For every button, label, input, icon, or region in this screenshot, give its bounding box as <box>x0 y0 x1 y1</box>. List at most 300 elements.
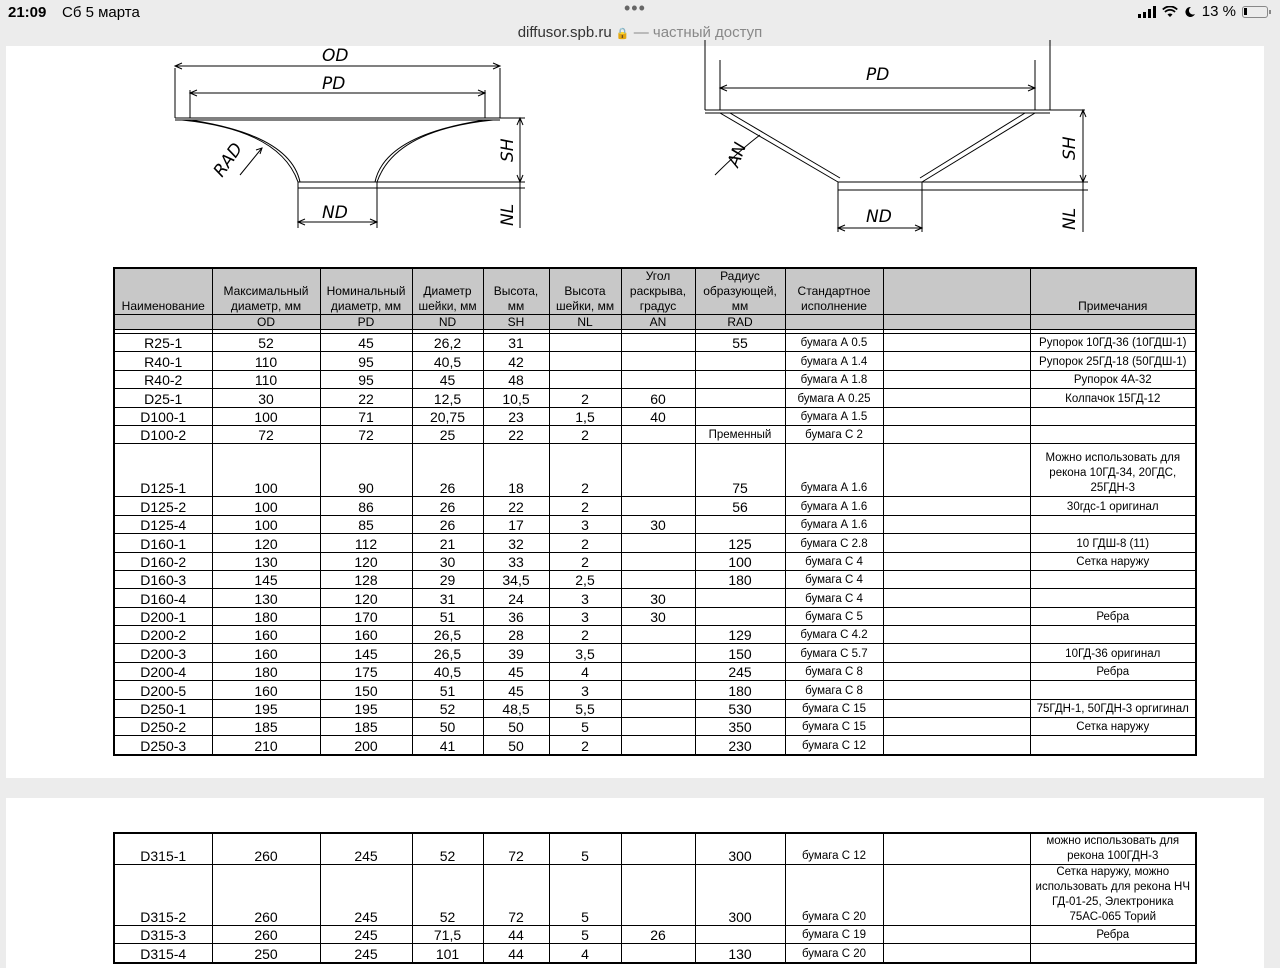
table-cell: 260 <box>212 926 320 944</box>
table-cell: 200 <box>320 736 412 755</box>
table-cell: 95 <box>320 352 412 370</box>
table-cell: 45 <box>483 681 549 699</box>
table-cell <box>621 334 695 352</box>
table-cell: 75ГДН-1, 50ГДН-3 оргигинал <box>1030 699 1196 717</box>
table-cell: 350 <box>695 718 785 736</box>
column-header: Радиус образующей, мм <box>695 268 785 315</box>
table-cell: 530 <box>695 699 785 717</box>
table-cell <box>695 352 785 370</box>
table-cell: 44 <box>483 926 549 944</box>
table-cell: 125 <box>695 534 785 552</box>
table-cell <box>883 407 1030 425</box>
table-cell: 110 <box>212 370 320 388</box>
table-cell: 101 <box>412 944 483 963</box>
table-cell: 3 <box>549 681 621 699</box>
table-cell: бумага С 4 <box>785 552 883 570</box>
table-cell <box>1030 425 1196 443</box>
diffuser-drawings <box>0 0 1280 260</box>
table-cell <box>1030 681 1196 699</box>
row-name: D125-4 <box>114 515 212 533</box>
url-domain: diffusor.spb.ru <box>517 24 612 41</box>
table-row <box>114 515 1196 533</box>
table-cell: 180 <box>212 607 320 625</box>
column-code: AN <box>621 315 695 330</box>
multitask-dots-icon[interactable]: ••• <box>624 0 646 18</box>
table-cell <box>621 662 695 680</box>
table-cell: 129 <box>695 626 785 644</box>
table-cell: Сетка наружу <box>1030 552 1196 570</box>
table-cell: 3 <box>549 607 621 625</box>
table-cell <box>621 644 695 662</box>
table-row <box>114 589 1196 607</box>
row-name: D100-1 <box>114 407 212 425</box>
column-header: Угол раскрыва, градус <box>621 268 695 315</box>
table-cell: 245 <box>320 944 412 963</box>
table-cell: 170 <box>320 607 412 625</box>
table-cell: 40,5 <box>412 352 483 370</box>
table-header-row <box>114 268 1196 315</box>
cone-diffuser-drawing <box>705 40 1088 232</box>
table-cell: 150 <box>695 644 785 662</box>
table-cell: Ребра <box>1030 662 1196 680</box>
table-cell: Сетка наружу <box>1030 718 1196 736</box>
table-cell <box>621 865 695 926</box>
table-cell <box>621 570 695 588</box>
table-cell: 86 <box>320 497 412 515</box>
table-cell: бумага С 8 <box>785 681 883 699</box>
table-cell: 29 <box>412 570 483 588</box>
column-code <box>1030 315 1196 330</box>
table-cell: 10 ГДШ-8 (11) <box>1030 534 1196 552</box>
table-cell: 22 <box>320 389 412 407</box>
label-sh-left: SH <box>498 138 518 162</box>
table-cell: Рупорок 10ГД-36 (10ГДШ-1) <box>1030 334 1196 352</box>
table-cell: 36 <box>483 607 549 625</box>
table-cell: 72 <box>320 425 412 443</box>
table-cell: 26,5 <box>412 644 483 662</box>
table-cell: 130 <box>212 589 320 607</box>
status-time: 21:09 <box>8 4 47 21</box>
table-cell: 180 <box>695 681 785 699</box>
table-cell: 30гдс-1 оригинал <box>1030 497 1196 515</box>
table-cell: 120 <box>320 552 412 570</box>
table-cell <box>695 607 785 625</box>
table-row <box>114 570 1196 588</box>
table-cell: 30 <box>621 515 695 533</box>
row-name: D315-4 <box>114 944 212 963</box>
row-name: D200-1 <box>114 607 212 625</box>
table-cell: 25 <box>412 425 483 443</box>
table-cell <box>883 644 1030 662</box>
table-cell: 245 <box>695 662 785 680</box>
table-cell: бумага С 19 <box>785 926 883 944</box>
table-cell: 5 <box>549 833 621 865</box>
table-cell: 45 <box>320 334 412 352</box>
table-cell: 260 <box>212 865 320 926</box>
table-cell: Пременный <box>695 425 785 443</box>
table-cell: 210 <box>212 736 320 755</box>
label-nl-left: NL <box>498 203 518 226</box>
row-name: R40-2 <box>114 370 212 388</box>
table-cell: 42 <box>483 352 549 370</box>
column-header <box>883 268 1030 315</box>
row-name: D200-3 <box>114 644 212 662</box>
column-header: Номинальный диаметр, мм <box>320 268 412 315</box>
column-code: PD <box>320 315 412 330</box>
row-name: D250-2 <box>114 718 212 736</box>
table-cell: 2 <box>549 552 621 570</box>
table-cell: бумага А 1.8 <box>785 370 883 388</box>
column-header: Высота шейки, мм <box>549 268 621 315</box>
table-cell <box>883 352 1030 370</box>
table-cell <box>1030 407 1196 425</box>
table-cell: 17 <box>483 515 549 533</box>
table-cell: 300 <box>695 833 785 865</box>
table-cell: бумага С 5.7 <box>785 644 883 662</box>
table-row <box>114 497 1196 515</box>
table-cell: бумага А 1.6 <box>785 444 883 497</box>
table-cell: бумага С 20 <box>785 944 883 963</box>
table-cell: 60 <box>621 389 695 407</box>
table-cell: бумага С 4.2 <box>785 626 883 644</box>
column-code: SH <box>483 315 549 330</box>
table-cell: 71,5 <box>412 926 483 944</box>
table-cell: бумага А 0.25 <box>785 389 883 407</box>
row-name: D250-1 <box>114 699 212 717</box>
table-cell: 51 <box>412 681 483 699</box>
table-row <box>114 352 1196 370</box>
table-cell: 51 <box>412 607 483 625</box>
table-cell: 185 <box>212 718 320 736</box>
table-cell: 100 <box>212 515 320 533</box>
table-cell: 75 <box>695 444 785 497</box>
battery-percent: 13 % <box>1201 3 1236 20</box>
table-cell <box>883 497 1030 515</box>
table-cell: 22 <box>483 497 549 515</box>
table-cell <box>621 552 695 570</box>
table-cell: 55 <box>695 334 785 352</box>
table-cell <box>883 662 1030 680</box>
table-cell: 130 <box>695 944 785 963</box>
label-nd-right: ND <box>866 207 892 227</box>
row-name: D25-1 <box>114 389 212 407</box>
table-cell <box>621 736 695 755</box>
table-cell: 180 <box>212 662 320 680</box>
table-cell <box>549 370 621 388</box>
table-row <box>114 389 1196 407</box>
table-cell <box>695 370 785 388</box>
table-cell: 32 <box>483 534 549 552</box>
table-cell: бумага С 8 <box>785 662 883 680</box>
table-cell <box>1030 626 1196 644</box>
table-cell: бумага С 20 <box>785 865 883 926</box>
table-cell: 100 <box>212 497 320 515</box>
table-cell: 5 <box>549 718 621 736</box>
row-name: R25-1 <box>114 334 212 352</box>
table-cell: 95 <box>320 370 412 388</box>
table-cell: 31 <box>483 334 549 352</box>
table-cell: 175 <box>320 662 412 680</box>
table-row <box>114 370 1196 388</box>
table-cell: 48 <box>483 370 549 388</box>
table-cell: 195 <box>212 699 320 717</box>
table-cell <box>883 607 1030 625</box>
row-name: D315-1 <box>114 833 212 865</box>
table-cell <box>621 626 695 644</box>
table-cell: 23 <box>483 407 549 425</box>
table-cell: 50 <box>483 736 549 755</box>
table-cell <box>883 699 1030 717</box>
table-cell: 3 <box>549 589 621 607</box>
table-cell <box>883 425 1030 443</box>
table-cell: 21 <box>412 534 483 552</box>
table-cell: 52 <box>212 334 320 352</box>
table-cell: 130 <box>212 552 320 570</box>
column-header: Стандартное исполнение <box>785 268 883 315</box>
table-cell: 40 <box>621 407 695 425</box>
table-cell: 50 <box>483 718 549 736</box>
column-code: RAD <box>695 315 785 330</box>
column-header: Примечания <box>1030 268 1196 315</box>
table-row <box>114 718 1196 736</box>
table-cell <box>621 833 695 865</box>
table-cell: 30 <box>621 589 695 607</box>
table-cell: 250 <box>212 944 320 963</box>
table-cell: бумага С 2.8 <box>785 534 883 552</box>
table-cell <box>695 407 785 425</box>
table-cell <box>621 718 695 736</box>
table-cell <box>883 389 1030 407</box>
table-cell: 44 <box>483 944 549 963</box>
table-cell: бумага А 0.5 <box>785 334 883 352</box>
table-cell: 160 <box>212 681 320 699</box>
table-cell: 4 <box>549 944 621 963</box>
table-cell: 2 <box>549 534 621 552</box>
table-cell: бумага С 15 <box>785 718 883 736</box>
table-code-row <box>114 315 1196 330</box>
table-cell: 245 <box>320 926 412 944</box>
label-sh-right: SH <box>1060 136 1080 160</box>
table-cell: бумага С 15 <box>785 699 883 717</box>
table-cell: 2 <box>549 626 621 644</box>
lock-icon: 🔒 <box>615 28 630 40</box>
table-cell: 85 <box>320 515 412 533</box>
table-cell: 26,2 <box>412 334 483 352</box>
column-header: Наименование <box>114 268 212 315</box>
row-name: D160-3 <box>114 570 212 588</box>
label-an: AN <box>723 139 752 170</box>
table-cell <box>695 589 785 607</box>
row-name: D250-3 <box>114 736 212 755</box>
table-cell: Рупорок 25ГД-18 (50ГДШ-1) <box>1030 352 1196 370</box>
label-rad: RAD <box>209 139 248 181</box>
table-row <box>114 736 1196 755</box>
table-cell: Сетка наружу, можно использовать для рекона НЧ ГД-01-25, Электроника 75АС-065 Торий <box>1030 865 1196 926</box>
table-cell: бумага А 1.6 <box>785 515 883 533</box>
table-cell: 2 <box>549 425 621 443</box>
table-cell <box>621 534 695 552</box>
table-cell: 3,5 <box>549 644 621 662</box>
table-cell: 26 <box>412 444 483 497</box>
table-cell: можно использовать для рекона 100ГДН-3 <box>1030 833 1196 865</box>
table-cell: бумага С 2 <box>785 425 883 443</box>
table-cell <box>549 334 621 352</box>
table-cell: 26 <box>412 515 483 533</box>
table-cell <box>883 926 1030 944</box>
table-cell: 18 <box>483 444 549 497</box>
table-cell <box>621 497 695 515</box>
table-cell: 2 <box>549 389 621 407</box>
table-cell: 26,5 <box>412 626 483 644</box>
table-cell: бумага С 12 <box>785 833 883 865</box>
table-cell <box>883 370 1030 388</box>
table-cell <box>621 444 695 497</box>
table-cell: 20,75 <box>412 407 483 425</box>
table-cell <box>621 370 695 388</box>
table-cell: 112 <box>320 534 412 552</box>
column-code: OD <box>212 315 320 330</box>
table-cell <box>621 425 695 443</box>
table-row <box>114 626 1196 644</box>
table-cell: 22 <box>483 425 549 443</box>
table-cell: 180 <box>695 570 785 588</box>
row-name: D160-1 <box>114 534 212 552</box>
column-header: Максимальный диаметр, мм <box>212 268 320 315</box>
table-cell: 41 <box>412 736 483 755</box>
row-name: D315-2 <box>114 865 212 926</box>
table-cell: 1,5 <box>549 407 621 425</box>
table-cell: бумага С 5 <box>785 607 883 625</box>
table-cell: 40,5 <box>412 662 483 680</box>
table-cell <box>883 444 1030 497</box>
label-pd-left: PD <box>322 74 346 94</box>
table-cell <box>1030 736 1196 755</box>
table-cell: 45 <box>483 662 549 680</box>
table-row <box>114 607 1196 625</box>
table-row <box>114 662 1196 680</box>
table-cell <box>1030 589 1196 607</box>
table-cell: 39 <box>483 644 549 662</box>
label-nl-right: NL <box>1060 207 1080 230</box>
status-date: Сб 5 марта <box>62 4 140 21</box>
table-row <box>114 865 1196 926</box>
row-name: D160-4 <box>114 589 212 607</box>
table-cell: бумага А 1.6 <box>785 497 883 515</box>
table-cell: 2 <box>549 736 621 755</box>
table-cell: 110 <box>212 352 320 370</box>
table-row <box>114 425 1196 443</box>
table-cell <box>621 352 695 370</box>
table-cell: 28 <box>483 626 549 644</box>
table-row <box>114 552 1196 570</box>
table-cell: 52 <box>412 833 483 865</box>
table-cell: 33 <box>483 552 549 570</box>
table-cell: 100 <box>695 552 785 570</box>
table-row <box>114 833 1196 865</box>
table-cell <box>883 736 1030 755</box>
table-cell <box>1030 515 1196 533</box>
row-name: D125-2 <box>114 497 212 515</box>
table-cell: 5 <box>549 865 621 926</box>
column-header: Диаметр шейки, мм <box>412 268 483 315</box>
table-cell: 48,5 <box>483 699 549 717</box>
table-cell <box>549 352 621 370</box>
table-row <box>114 926 1196 944</box>
table-cell: 2,5 <box>549 570 621 588</box>
table-cell: 90 <box>320 444 412 497</box>
table-cell: 56 <box>695 497 785 515</box>
table-cell: бумага С 12 <box>785 736 883 755</box>
table-cell: 230 <box>695 736 785 755</box>
table-cell: 5,5 <box>549 699 621 717</box>
table-cell: 52 <box>412 865 483 926</box>
table-row <box>114 444 1196 497</box>
column-header: Высота, мм <box>483 268 549 315</box>
table-cell: 128 <box>320 570 412 588</box>
column-code <box>114 315 212 330</box>
table-cell: 245 <box>320 833 412 865</box>
table-cell: 71 <box>320 407 412 425</box>
table-cell: 145 <box>320 644 412 662</box>
table-cell: 5 <box>549 926 621 944</box>
table-cell <box>883 552 1030 570</box>
table-cell <box>883 626 1030 644</box>
row-name: D100-2 <box>114 425 212 443</box>
column-code: NL <box>549 315 621 330</box>
table-cell: 4 <box>549 662 621 680</box>
table-cell: Колпачок 15ГД-12 <box>1030 389 1196 407</box>
table-cell: 72 <box>483 865 549 926</box>
table-cell <box>883 534 1030 552</box>
table-cell <box>621 699 695 717</box>
table-cell: 45 <box>412 370 483 388</box>
table-cell: 3 <box>549 515 621 533</box>
table-cell: 150 <box>320 681 412 699</box>
spec-table-continued <box>113 832 1197 964</box>
table-cell: 195 <box>320 699 412 717</box>
table-cell: 160 <box>212 644 320 662</box>
spec-table <box>113 267 1197 756</box>
table-cell <box>883 833 1030 865</box>
table-cell: 72 <box>212 425 320 443</box>
table-cell: 50 <box>412 718 483 736</box>
table-cell: бумага С 4 <box>785 589 883 607</box>
url-note: — частный доступ <box>633 24 763 41</box>
table-cell: 30 <box>412 552 483 570</box>
row-name: D125-1 <box>114 444 212 497</box>
table-row <box>114 334 1196 352</box>
table-cell: 160 <box>320 626 412 644</box>
table-cell: 100 <box>212 444 320 497</box>
row-name: D160-2 <box>114 552 212 570</box>
table-cell <box>883 589 1030 607</box>
table-row <box>114 644 1196 662</box>
label-nd-left: ND <box>322 203 348 223</box>
table-cell <box>695 389 785 407</box>
table-cell: 30 <box>621 607 695 625</box>
table-cell: бумага А 1.5 <box>785 407 883 425</box>
table-cell: 245 <box>320 865 412 926</box>
label-pd-right: PD <box>866 65 890 85</box>
table-cell: 300 <box>695 865 785 926</box>
column-code <box>883 315 1030 330</box>
table-cell <box>883 718 1030 736</box>
table-cell: 72 <box>483 833 549 865</box>
table-cell: 120 <box>320 589 412 607</box>
table-row <box>114 681 1196 699</box>
table-cell: 10ГД-36 оригинал <box>1030 644 1196 662</box>
table-cell <box>1030 570 1196 588</box>
